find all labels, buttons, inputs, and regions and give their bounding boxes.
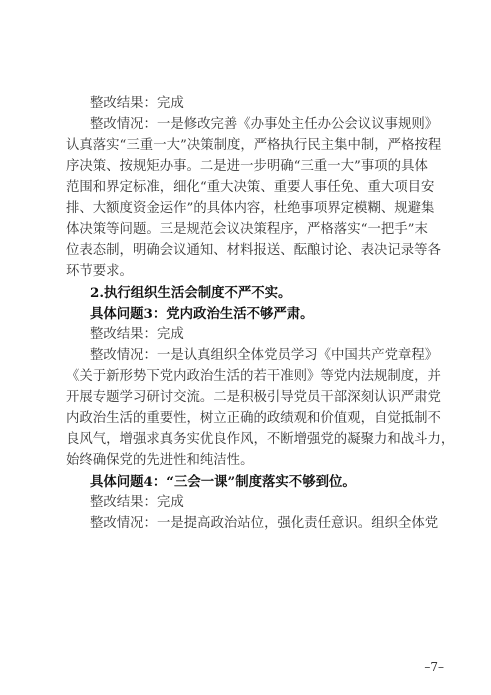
paragraph-line: 整改情况：一是提高政治站位，强化责任意识。组织全体党 (90, 516, 439, 531)
paragraph-line: 内政治生活的重要性，树立正确的政绩观和价值观，自觉抵制不 (66, 411, 441, 426)
paragraph-line: 序决策、按规矩办事。二是进一步明确“三重一大”事项的具体 (66, 159, 428, 174)
paragraph-line: 排、大额度资金运作”的具体内容，杜绝事项界定模糊、规避集 (66, 201, 435, 216)
paragraph-line: 整改情况：一是修改完善《办事处主任办公会议议事规则》 (90, 117, 439, 132)
paragraph-line: 良风气，增强求真务实优良作风，不断增强党的凝聚力和战斗力， (66, 432, 455, 447)
paragraph-line: 始终确保党的先进性和纯洁性。 (66, 453, 254, 468)
result-line-2: 整改结果：完成 (90, 327, 184, 342)
issue-heading-4: 具体问题4：“三会一课”制度落实不够到位。 (90, 474, 356, 490)
result-line-1: 整改结果：完成 (90, 96, 184, 111)
section-heading: 2.执行组织生活会制度不严不实。 (90, 285, 292, 301)
page-number: –7– (424, 660, 444, 674)
paragraph-line: 整改情况：一是认真组织全体党员学习《中国共产党章程》 (90, 348, 439, 363)
paragraph-line: 位表态制，明确会议通知、材料报送、酝酿讨论、表决记录等各 (66, 243, 441, 258)
paragraph-line: 认真落实“三重一大”决策制度，严格执行民主集中制，严格按程 (66, 138, 442, 153)
issue-heading-3: 具体问题3：党内政治生活不够严肃。 (90, 306, 314, 322)
paragraph-line: 体决策等问题。三是规范会议决策程序，严格落实“一把手”末 (66, 222, 428, 237)
paragraph-line: 开展专题学习研讨交流。二是积极引导党员干部深刻认识严肃党 (66, 390, 441, 405)
result-line-3: 整改结果：完成 (90, 495, 184, 510)
paragraph-line: 《关于新形势下党内政治生活的若干准则》等党内法规制度，并 (66, 369, 441, 384)
paragraph-line: 范围和界定标准，细化“重大决策、重要人事任免、重大项目安 (66, 180, 435, 195)
paragraph-line: 环节要求。 (66, 264, 133, 279)
